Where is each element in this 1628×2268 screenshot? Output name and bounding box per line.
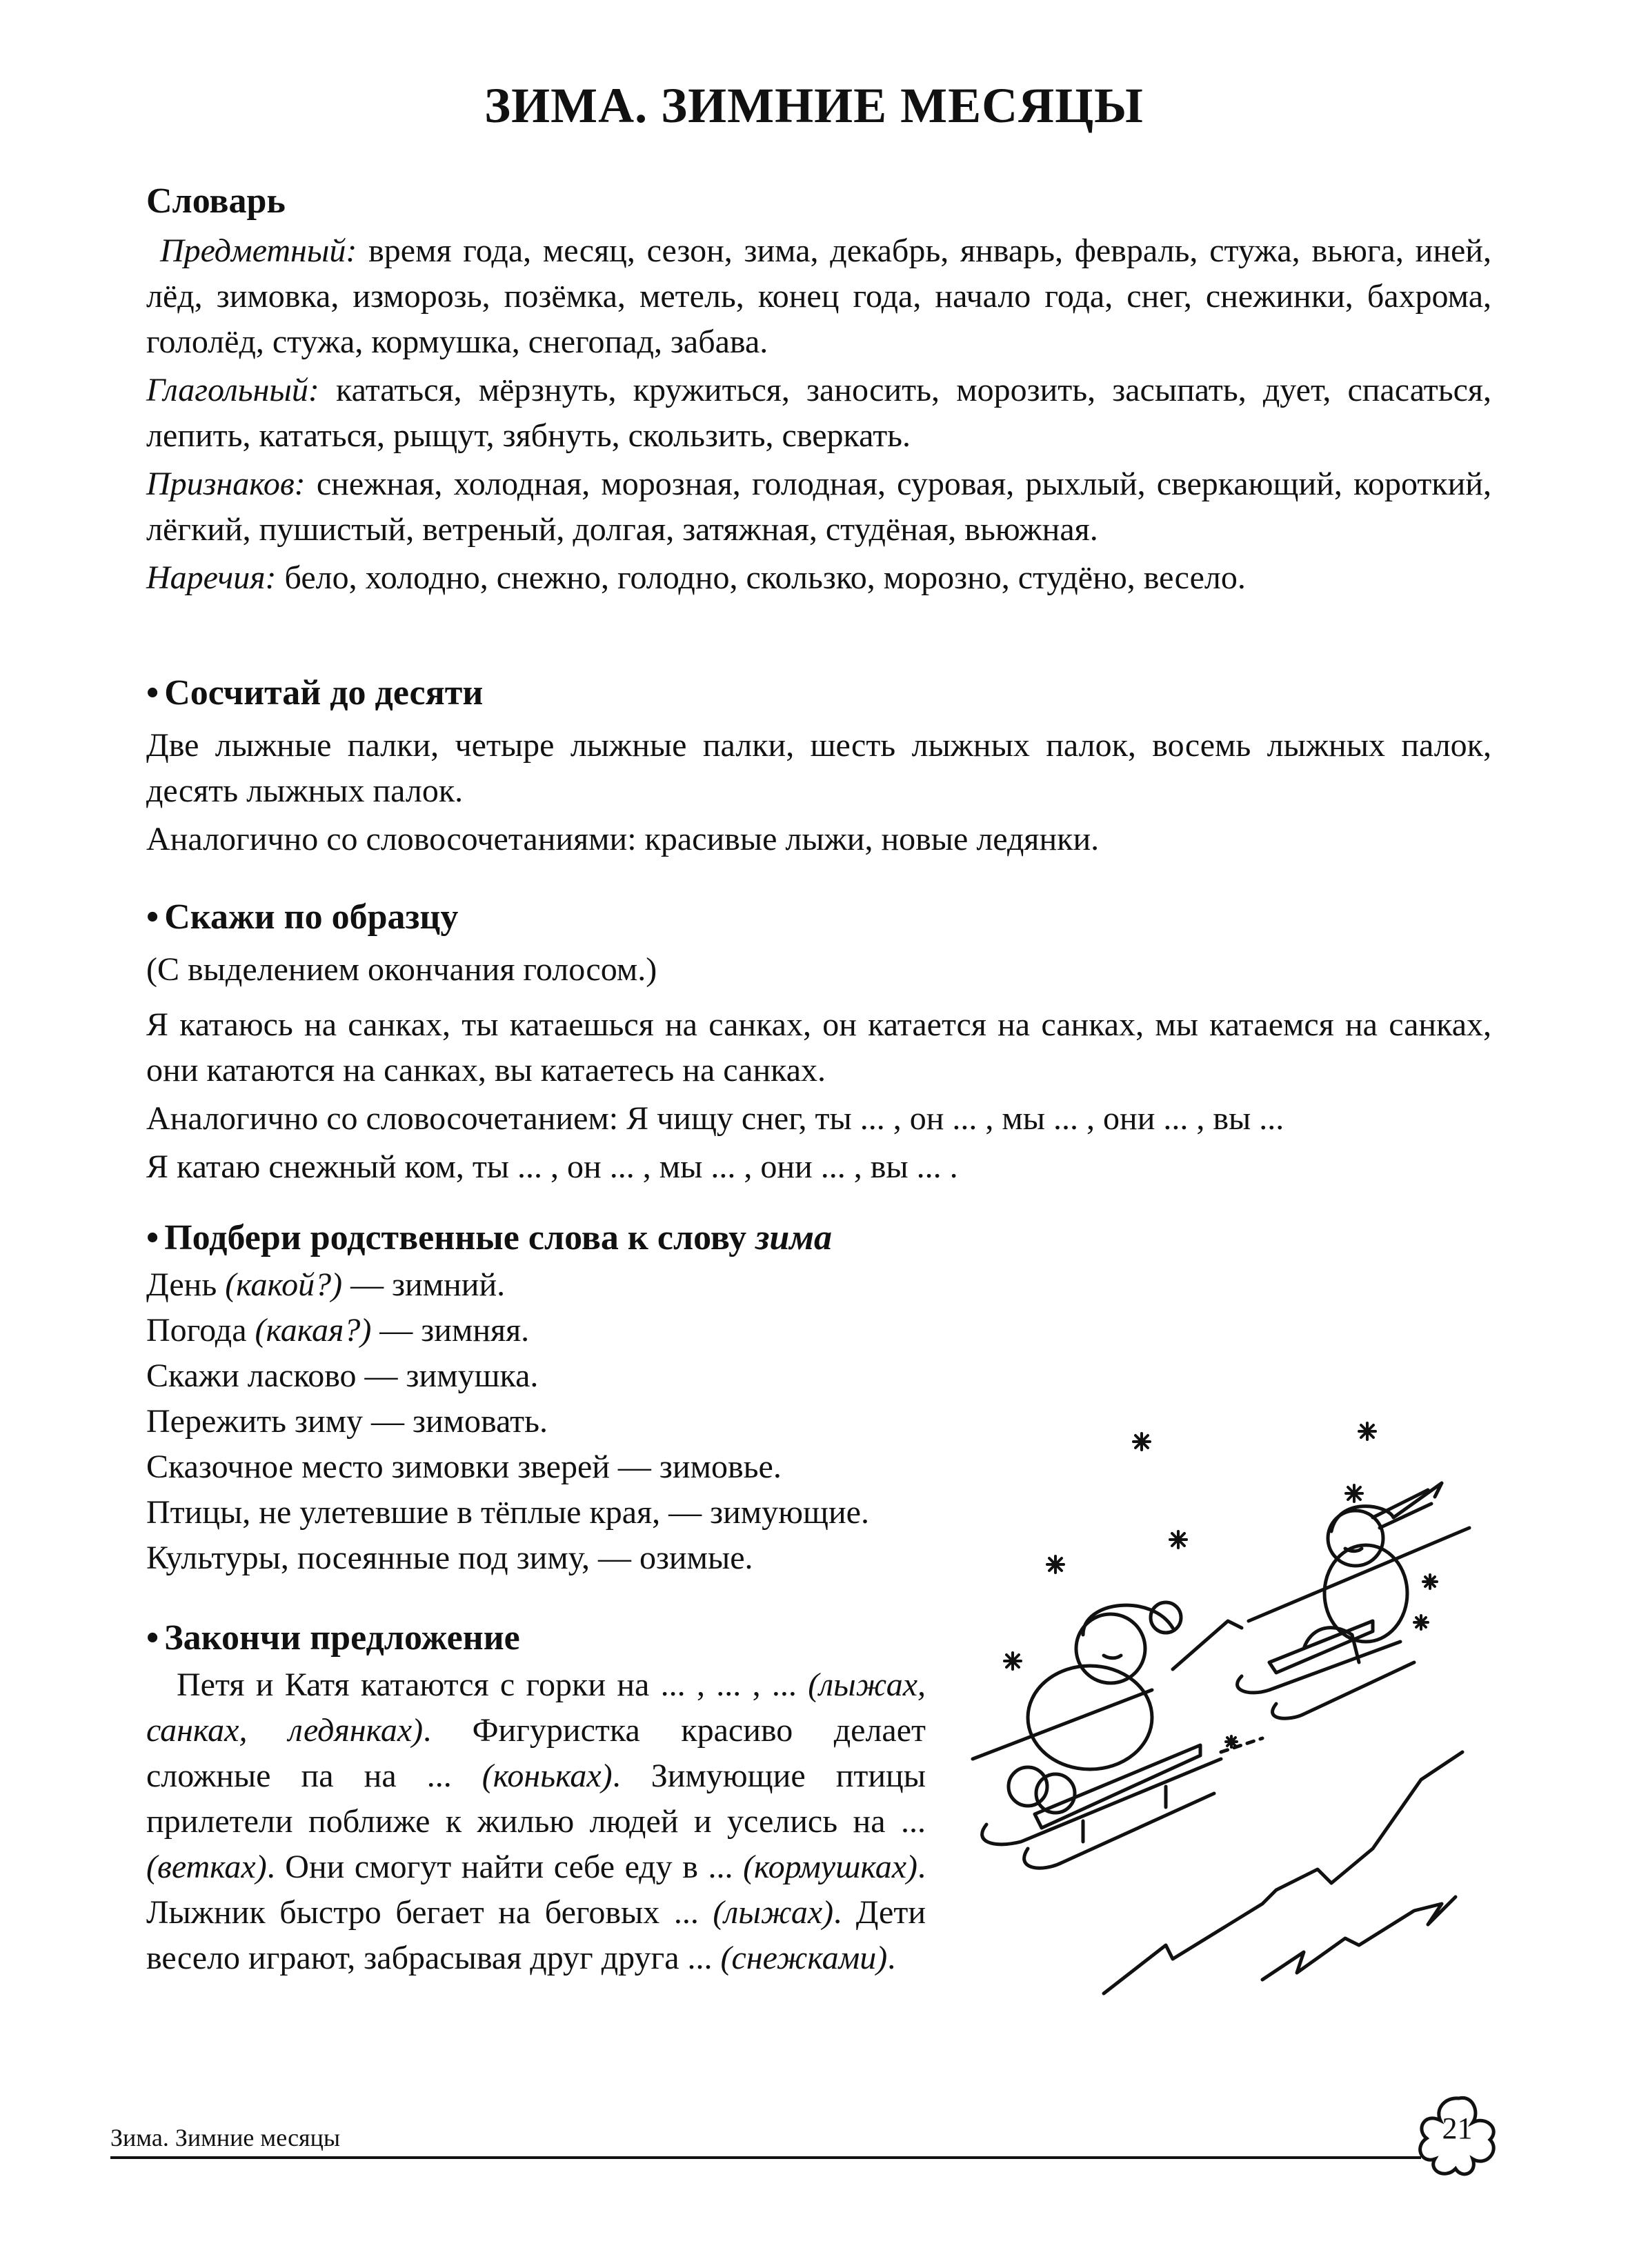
vocab-heading: Словарь <box>146 181 286 221</box>
subject-text: время года, месяц, сезон, зима, декабрь, январь, февраль, стужа, вьюга, иней, лёд, зимовка, изморозь, позёмка, метель, конец года, начало года, снег, снежинки, бахрома, гололёд, стужа, кормушка, снегопад, забава. <box>146 232 1491 360</box>
attr-text: снежная, холодная, морозная, голодная, суровая, рыхлый, сверкающий, короткий, лёгкий, пушистый, ветреный, долгая, затяжная, студёная, вьюжная. <box>146 466 1491 548</box>
pattern-heading: • Скажи по образцу <box>146 897 1491 937</box>
adv-label: Наречия: <box>146 559 277 596</box>
list-item: Пережить зиму — зимовать. <box>146 1403 548 1440</box>
footer-section-title: Зима. Зимние месяцы <box>110 2124 341 2151</box>
related-heading-text: Подбери родственные слова к слову <box>164 1218 756 1257</box>
count-line1: Две лыжные палки, четыре лыжные палки, шесть лыжных палок, восемь лыжных палок, десять лыжных палок. <box>146 727 1491 809</box>
count-heading: • Сосчитай до десяти <box>146 673 1491 713</box>
page-title: ЗИМА. ЗИМНИЕ МЕСЯЦЫ <box>484 78 1144 133</box>
list-item: День (какой?) — зимний. <box>146 1266 506 1303</box>
finish-text: Петя и Катя катаются с горки на ... , ... , ... (лыжах, санках, ледянках). Фигуристка красиво делает сложные па на ... (коньках). Зимующие птицы прилетели поближе к жилью людей и уселись на ... (ветках). Они смогут найти себе еду в ... (кормушках). Лыжник быстро бегает на беговых ... (лыжах). Дети весело играют, забрасывая друг друга ... (снежками). <box>146 1667 926 1976</box>
list-item: Погода (какая?) — зимняя. <box>146 1312 530 1349</box>
vocab-section <box>146 181 1491 601</box>
pattern-line1: Я катаюсь на санках, ты катаешься на санках, он катается на санках, мы катаемся на санках, они катаются на санках, вы катаетесь на санках. <box>146 1006 1491 1088</box>
subject-label: Предметный: <box>160 232 357 269</box>
related-heading-word: зима <box>755 1218 832 1257</box>
snowflake-icons <box>1004 1423 1437 1747</box>
attr-label: Признаков: <box>146 466 306 502</box>
list-item: Сказочное место зимовки зверей — зимовье. <box>146 1449 782 1485</box>
page-number: 21 <box>1442 2111 1473 2145</box>
footer-divider <box>110 2156 1421 2159</box>
children-sledding-illustration <box>945 1373 1483 2104</box>
verb-text: кататься, мёрзнуть, кружиться, заносить, морозить, засыпать, дует, спасаться, лепить, кататься, рыщут, зябнуть, скользить, сверкать. <box>146 372 1491 454</box>
vocab-adv <box>146 555 1491 601</box>
list-item: Культуры, посеянные под зиму, — озимые. <box>146 1540 753 1576</box>
count-section <box>146 673 1491 862</box>
count-line2: Аналогично со словосочетаниями: красивые лыжи, новые ледянки. <box>146 821 1100 857</box>
adv-text: бело, холодно, снежно, голодно, скользко, морозно, студёно, весело. <box>276 559 1246 596</box>
vocab-verb <box>146 368 1491 459</box>
list-item: Скажи ласково — зимушка. <box>146 1357 539 1394</box>
finish-heading: • Закончи предложение <box>146 1618 926 1658</box>
vocab-subject <box>146 228 1491 365</box>
pattern-line3: Я катаю снежный ком, ты ... , он ... , мы ... , они ... , вы ... . <box>146 1148 958 1185</box>
vocab-attr <box>146 461 1491 553</box>
verb-label: Глагольный: <box>146 372 319 408</box>
pattern-note: (С выделением окончания голосом.) <box>146 951 657 988</box>
pattern-line2: Аналогично со словосочетанием: Я чищу снег, ты ... , он ... , мы ... , они ... , вы ... <box>146 1100 1284 1137</box>
pattern-section <box>146 897 1491 1190</box>
finish-section <box>146 1618 926 1981</box>
list-item: Птицы, не улетевшие в тёплые края, — зимующие. <box>146 1494 869 1531</box>
related-heading <box>146 1217 1491 1258</box>
